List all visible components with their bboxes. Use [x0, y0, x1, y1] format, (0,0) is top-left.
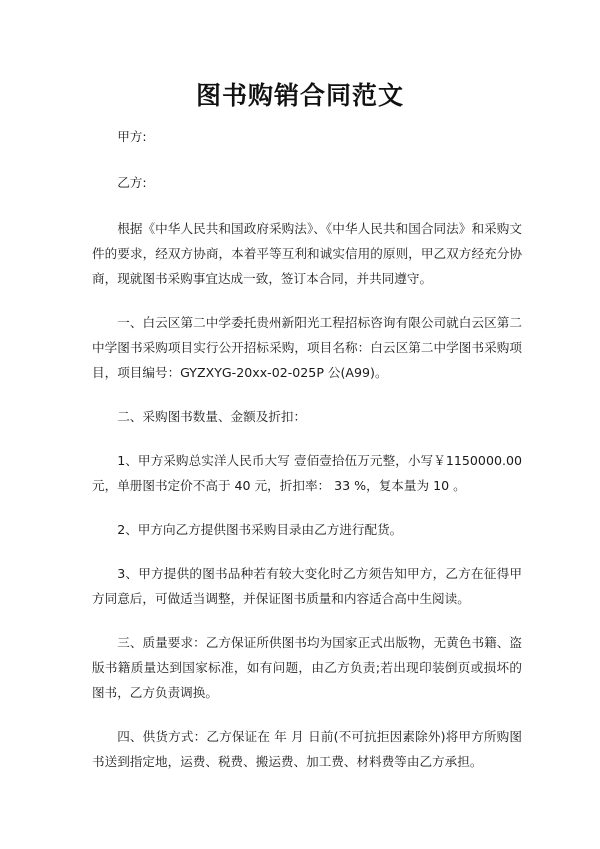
clause-1-paragraph: 一、白云区第二中学委托贵州新阳光工程招标咨询有限公司就白云区第二中学图书采购项目实行公开招标采购，项目名称：白云区第二中学图书采购项目，项目编号：GYZXYG-20xx-02-025P 公(A99)。 — [92, 315, 522, 380]
document-title: 图书购销合同范文 — [195, 81, 404, 110]
clause-2-item-3: 3、甲方提供的图书品种若有较大变化时乙方须告知甲方，乙方在征得甲方同意后，可做适当调整，并保证图书质量和内容适合高中生阅读。 — [92, 566, 522, 606]
document-body — [92, 124, 522, 793]
party-a-line: 甲方: — [117, 129, 147, 144]
intro-paragraph: 根据《中华人民共和国政府采购法》、《中华人民共和国合同法》和采购文件的要求，经双方协商，本着平等互利和诚实信用的原则，甲乙双方经充分协商，现就图书采购事宜达成一致，签订本合同，并共同遵守。 — [92, 221, 522, 286]
clause-2-item-2: 2、甲方向乙方提供图书采购目录由乙方进行配货。 — [117, 522, 403, 537]
clause-2-heading: 二、采购图书数量、金额及折扣： — [117, 409, 307, 424]
clause-4-paragraph: 四、供货方式：乙方保证在 年 月 日前(不可抗拒因素除外)将甲方所购图书送到指定地，运费、税费、搬运费、加工费、材料费等由乙方承担。 — [92, 729, 522, 769]
clause-2-item-1: 1、甲方采购总实洋人民币大写 壹佰壹拾伍万元整，小写￥1150000.00 元，单册图书定价不高于 40 元，折扣率： 33 %，复本量为 10 。 — [92, 453, 522, 493]
party-b-line: 乙方: — [117, 175, 147, 190]
clause-3-paragraph: 三、质量要求：乙方保证所供图书均为国家正式出版物，无黄色书籍、盗版书籍质量达到国家标准，如有问题，由乙方负责;若出现印装倒页或损坏的图书，乙方负责调换。 — [92, 635, 522, 700]
